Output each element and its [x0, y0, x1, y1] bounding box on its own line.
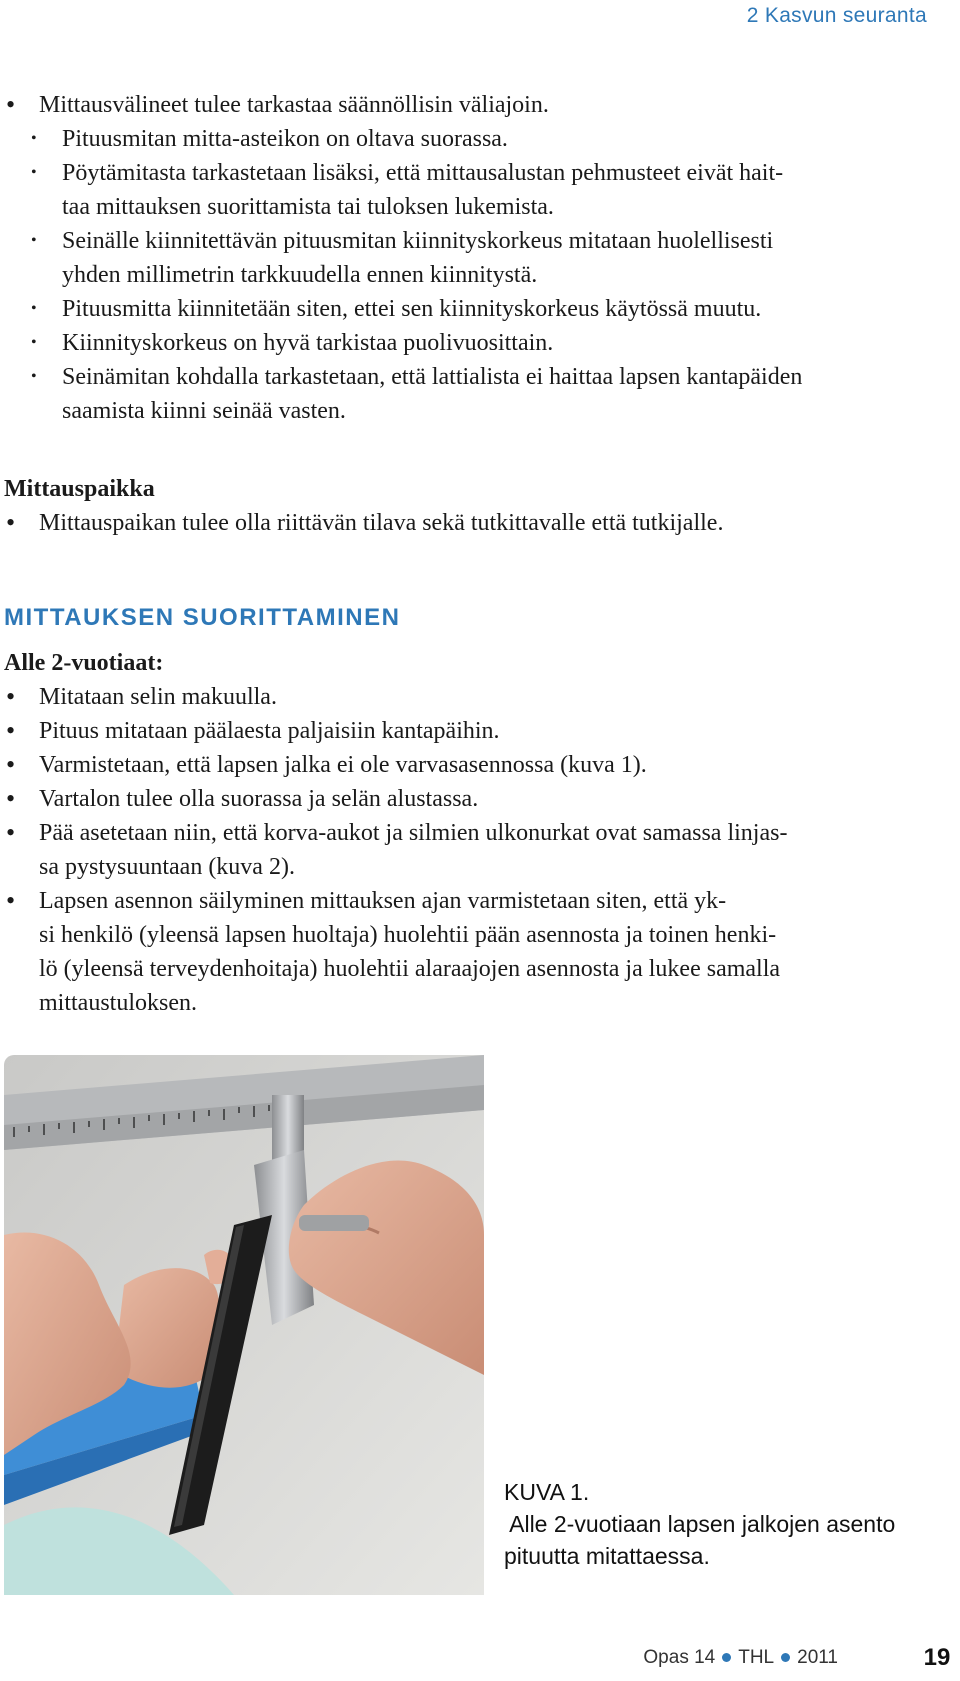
- dot-icon: [781, 1653, 790, 1662]
- bullet-icon: •: [31, 130, 37, 147]
- list-item: • Seinämitan kohdalla tarkastetaan, että lattialista ei haittaa lapsen kantapäiden: [0, 360, 900, 394]
- list-item: • Lapsen asennon säilyminen mittauksen ajan varmistetaan siten, että yk-: [0, 884, 900, 918]
- bullet-icon: •: [6, 716, 16, 745]
- list-item: • Pituusmitta kiinnitetään siten, ettei sen kiinnityskorkeus käytössä muutu.: [0, 292, 900, 326]
- bullet-icon: •: [6, 818, 16, 847]
- footer-publisher: THL: [738, 1647, 775, 1668]
- list-item-continuation: lö (yleensä terveydenhoitaja) huolehtii alaraajojen asennosta ja lukee samalla: [39, 956, 781, 982]
- place-section: [0, 472, 900, 540]
- bullet-icon: •: [31, 232, 37, 249]
- measuring-photo-illustration: [4, 1055, 484, 1595]
- list-item: • Seinälle kiinnitettävän pituusmitan kiinnityskorkeus mitataan huolellisesti: [0, 224, 900, 258]
- procedure-list: [0, 646, 900, 1020]
- list-item: • Pöytämitasta tarkastetaan lisäksi, että mittausalustan pehmusteet eivät hait-: [0, 156, 900, 190]
- figure-caption-line: pituutta mitattaessa.: [504, 1543, 710, 1569]
- list-item: • Pää asetetaan niin, että korva-aukot ja silmien ulkonurkat ovat samassa linjas-: [0, 816, 900, 850]
- footer-series: Opas 14: [643, 1647, 716, 1668]
- bullet-icon: •: [31, 334, 37, 351]
- bullet-icon: •: [31, 300, 37, 317]
- list-item-continuation: taa mittauksen suorittamista tai tuloksen lukemista.: [62, 194, 554, 220]
- bullet-icon: •: [6, 682, 16, 711]
- page-number: 19: [923, 1644, 951, 1671]
- list-item: • Pituusmitan mitta-asteikon on oltava suorassa.: [0, 122, 900, 156]
- bullet-icon: •: [31, 368, 37, 385]
- page-footer: [643, 1647, 838, 1669]
- bullet-icon: •: [6, 750, 16, 779]
- list-item-continuation: mittaustuloksen.: [39, 990, 197, 1016]
- figure-photo: [4, 1055, 484, 1595]
- footer-year: 2011: [797, 1647, 838, 1668]
- subheading: Alle 2-vuotiaat:: [4, 650, 164, 676]
- running-header: 2 Kasvun seuranta: [746, 4, 927, 27]
- bullet-icon: •: [6, 90, 16, 119]
- procedure-section: [0, 604, 900, 632]
- bullet-icon: •: [6, 508, 16, 537]
- list-item: • Mittausvälineet tulee tarkastaa säännöllisin väliajoin.: [0, 88, 900, 122]
- bullet-icon: •: [31, 164, 37, 181]
- list-item-continuation: saamista kiinni seinää vasten.: [62, 398, 346, 424]
- bullet-icon: •: [6, 886, 16, 915]
- section-heading: Mittauspaikka: [4, 476, 155, 502]
- list-item-continuation: sa pystysuuntaan (kuva 2).: [39, 854, 295, 880]
- list-item-continuation: si henkilö (yleensä lapsen huoltaja) huolehtii pään asennosta ja toinen henki-: [39, 922, 777, 948]
- section-title: MITTAUKSEN SUORITTAMINEN: [4, 604, 401, 631]
- dot-icon: [722, 1653, 731, 1662]
- figure-caption-line: Alle 2-vuotiaan lapsen jalkojen asento: [504, 1511, 896, 1537]
- list-item: • Pituus mitataan päälaesta paljaisiin kantapäihin.: [0, 714, 900, 748]
- list-item: • Vartalon tulee olla suorassa ja selän alustassa.: [0, 782, 900, 816]
- equipment-list: [0, 88, 900, 428]
- list-item: • Mittauspaikan tulee olla riittävän tilava sekä tutkittavalle että tutkijalle.: [0, 506, 900, 540]
- list-item: • Varmistetaan, että lapsen jalka ei ole varvasasennossa (kuva 1).: [0, 748, 900, 782]
- list-item: • Mitataan selin makuulla.: [0, 680, 900, 714]
- figure-caption: [504, 1476, 895, 1572]
- figure-label: KUVA 1.: [504, 1479, 590, 1505]
- list-item: • Kiinnityskorkeus on hyvä tarkistaa puolivuosittain.: [0, 326, 900, 360]
- list-item-continuation: yhden millimetrin tarkkuudella ennen kiinnitystä.: [62, 262, 538, 288]
- bullet-icon: •: [6, 784, 16, 813]
